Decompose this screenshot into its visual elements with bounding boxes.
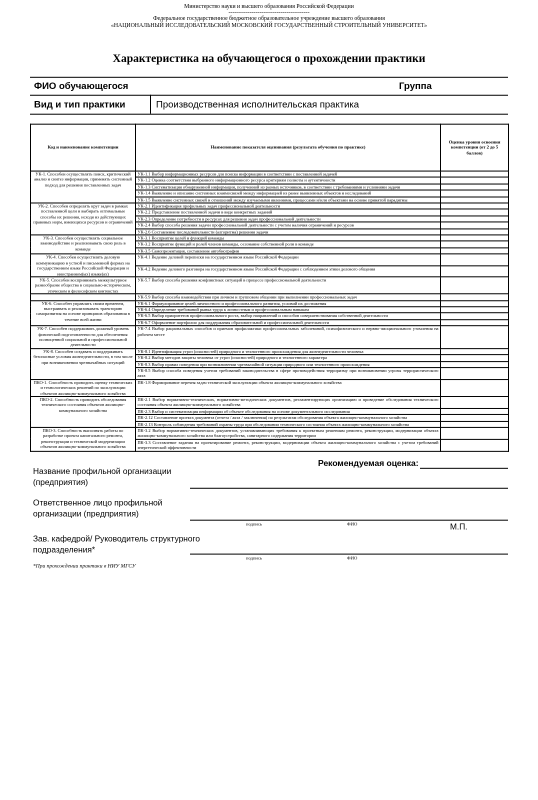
- dept-head-label: Зав. кафедрой/ Руководитель структурного подразделения*: [33, 533, 200, 555]
- competence-table: [30, 124, 509, 452]
- indicator-cell: ПК-2.3 Выбор и систематизация информации об объекте обследования на основе документального исследования: [136, 408, 441, 414]
- indicator-cell: УК-2.4 Выбор способа решения задачи профессиональной деятельности с учетом наличия ограничений и ресурсов: [136, 222, 441, 228]
- competence-cell: УК-1. Способен осуществлять поиск, критический анализ и синтез информации, применять системный подход для решения поставленных задач: [31, 171, 136, 203]
- competence-cell: УК-6. Способен управлять своим временем, выстраивать и реализовывать траекторию саморазвития на основе принципов образования в течение всей жизни: [31, 300, 136, 326]
- competence-cell: УК-2. Способен определять круг задач в рамках поставленной цели и выбирать оптимальные способы их решения, исходя из действующих правовых норм, имеющихся ресурсов и ограничений: [31, 203, 136, 235]
- competence-cell: ПКО-1. Способность проводить оценку технических и технологических решений по эксплуатации объектов жилищно-коммунального хозяйства: [31, 379, 136, 396]
- score-cell[interactable]: [441, 326, 509, 349]
- institution-line-1: Федеральное государственное бюджетное образовательное учреждение высшего образования: [153, 15, 385, 22]
- org-name-line: [190, 488, 508, 489]
- indicator-cell: УК-8.2 Выбор методов защиты человека от угроз (опасностей) природного и техногенного характера: [136, 355, 441, 361]
- indicator-cell: УК-3.2 Восприятие функций и ролей членов команды, осознание собственной роли в команде: [136, 241, 441, 247]
- indicator-cell: УК-6.5 Выбор приоритетов профессионального роста, выбор направлений и способов совершенствования собственной деятельности: [136, 313, 441, 319]
- table-row: [31, 326, 509, 349]
- score-cell[interactable]: [441, 379, 509, 396]
- indicator-cell: ПК-1.8 Формирование перечня задач технической эксплуатации объекта жилищно-коммунального хозяйства: [136, 379, 441, 396]
- score-cell[interactable]: [441, 277, 509, 294]
- competence-cell: УК-4. Способен осуществлять деловую коммуникацию в устной и письменной формах на государственном языке Российской Федерации и иностранном(ых) языке(ах): [31, 254, 136, 277]
- col-competence-header: Код и наименование компетенции: [31, 124, 136, 171]
- score-cell[interactable]: [441, 265, 509, 276]
- col-indicator-header: Наименование показателя оценивания (результата обучения по практике): [136, 124, 441, 171]
- table-row: [31, 397, 509, 409]
- indicator-cell: УК-4.2 Ведение делового разговора на государственном языке Российской Федерации с соблюдением этики делового общения: [136, 265, 441, 276]
- practice-label: Вид и тип практики: [34, 99, 126, 111]
- responsible-line: [190, 520, 508, 521]
- indicator-cell: УК-1.5 Выявление системных связей и отношений между изучаемыми явлениями, процессами и/или объектами на основе принятой парадигмы: [136, 197, 441, 203]
- indicator-cell: ПК-2.13 Контроль соблюдения требований охраны труда при обследовании технического состояния объекта жилищно-коммунального хозяйства: [136, 421, 441, 427]
- mp-label: М.П.: [450, 521, 468, 532]
- fio-label: ФИО обучающегося: [34, 80, 129, 92]
- indicator-cell: УК-2.2 Представление поставленной задачи в виде конкретных заданий: [136, 209, 441, 215]
- competence-cell: ПКО-2. Способность проводить обследования технического состояния объектов жилищно-коммунального хозяйства: [31, 397, 136, 428]
- column-divider: [150, 95, 151, 114]
- score-cell[interactable]: [441, 254, 509, 265]
- institution-line-2: «НАЦИОНАЛЬНЫЙ ИССЛЕДОВАТЕЛЬСКИЙ МОСКОВСКИЙ ГОСУДАРСТВЕННЫЙ СТРОИТЕЛЬНЫЙ УНИВЕРСИТЕТ»: [110, 22, 428, 29]
- indicator-cell: ПК-3.2 Выбор нормативно-технических документов, устанавливающих требования к проектным решениям ремонта, реконструкции, модернизации объекта жилищно-коммунального хозяйства или благоустройства, санитарного содержания территории: [137, 427, 439, 439]
- score-cell[interactable]: [441, 397, 509, 409]
- row-divider: [30, 114, 508, 115]
- page-title: Характеристика на обучающегося о прохождении практики: [112, 52, 426, 65]
- indicator-cell: УК-6.1 Формулирование целей личностного и профессионального развития, условий их достижения: [136, 300, 441, 306]
- org-name-label: Название профильной организации (предприятия): [33, 465, 172, 487]
- competence-cell: УК-7. Способен поддерживать должный уровень физической подготовленности для обеспечения полноценной социальной и профессиональной деятельности: [31, 326, 136, 349]
- indicator-cell: УК-2.1 Идентификация профильных задач профессиональной деятельности: [136, 203, 441, 209]
- recommended-grade-label: Рекомендуемая оценка:: [318, 457, 419, 468]
- fio-caption: ФИО: [347, 521, 358, 527]
- dept-head-line: [190, 554, 508, 555]
- indicator-cell: УК-2.6 Составление последовательности (алгоритма) решения задачи: [136, 229, 441, 235]
- table-row: [31, 277, 509, 294]
- competence-cell: УК-5. Способен воспринимать межкультурное разнообразие общества в социально-историческом, этическом и философском контекстах: [31, 277, 136, 294]
- competence-cell: УК-3. Способен осуществлять социальное взаимодействие и реализовывать свою роль в команде: [31, 235, 136, 254]
- group-label: Группа: [399, 80, 432, 92]
- indicator-cell: УК-4.1 Ведение деловой переписки на государственном языке Российской Федерации: [136, 254, 441, 265]
- podpis-label-2: подпись: [246, 555, 263, 561]
- competence-cell: УК-8. Способен создавать и поддерживать безопасные условия жизнедеятельности, в том числе при возникновении чрезвычайных ситуаций: [31, 348, 136, 379]
- grade-line: [420, 468, 508, 469]
- ministry-line: Министерство науки и высшего образования Российской Федерации: [184, 3, 354, 10]
- practice-value: Производственная исполнительская практика: [156, 99, 360, 111]
- row-divider: [30, 95, 508, 96]
- indicator-cell: ПК-3.3 Составление задания на проектирование ремонта, реконструкции, модернизации объекта жилищно-коммунального хозяйства с учетом требований энергетической эффективности: [137, 439, 439, 451]
- responsible-label: Ответственное лицо профильной организации (предприятия): [33, 497, 163, 519]
- competence-cell: ПКО-3. Способность выполнять работы по разработке проекта капитального ремонта, реконструкции и технической модернизации объектов жилищно-коммунального хозяйства: [31, 427, 136, 451]
- score-cell[interactable]: [441, 439, 509, 451]
- dashes-line: ------------------------------------------: [228, 9, 310, 16]
- indicator-cell: УК-2.3 Определение потребности в ресурсах для решения задач профессиональной деятельности: [136, 216, 441, 222]
- score-cell[interactable]: [441, 368, 509, 380]
- indicator-cell: УК-3.5 Самопрезентация, составление автобиографии: [136, 248, 441, 254]
- indicator-cell: УК-3.1 Восприятие целей и функций команды: [136, 235, 441, 241]
- indicator-cell: УК-6.7 Оформление портфолио для поддержания образовательной и профессиональной деятельности: [136, 319, 441, 325]
- col-score-header: Оценка уровня освоения компетенции (от 2 до 5 баллов): [441, 124, 509, 171]
- score-cell[interactable]: [441, 427, 509, 439]
- indicator-cell: УК-1.4 Выявление и описание системных взаимосвязей между информацией из ранее выявленных объектов и исследований: [136, 190, 441, 196]
- table-row: [31, 254, 509, 265]
- footnote: *При прохождении практики в НИУ МГСУ: [33, 563, 136, 570]
- indicator-cell: УК-8.3 Выбор правил поведения при возникновении чрезвычайной ситуации природного или техногенного происхождения: [136, 361, 441, 367]
- indicator-cell: УК-1.2 Оценка соответствия выбранного информационного ресурса критериям полноты и аутентичности: [136, 177, 441, 183]
- indicator-cell: УК-7.4 Выбор рациональных способов и приемов профилактики профессиональных заболеваний, психофизического и нервно-эмоционального утомления на рабочем месте: [136, 326, 441, 349]
- indicator-cell: УК-8.5 Выбор способа поведения учетом требований законодательства в сфере противодействия терроризму при возникновении угрозы террористического акта: [137, 368, 439, 379]
- indicator-cell: УК-1.3 Систематизация обнаруженной информации, полученной из разных источников, в соответствии с требованиями и условиями задачи: [136, 184, 441, 190]
- table-row: [31, 379, 509, 396]
- indicator-cell: УК-5.9 Выбор способа взаимодействия при личном и групповом общении при выполнении профессиональных задач: [136, 294, 441, 300]
- podpis-label: подпись: [246, 521, 263, 527]
- indicator-cell: УК-5.7 Выбор способа решения конфликтных ситуаций в процессе профессиональной деятельности: [136, 277, 441, 294]
- table-header-row: [31, 124, 509, 171]
- indicator-cell: УК-8.1 Идентификация угроз (опасностей) природного и техногенного происхождения для жизнедеятельности человека: [136, 348, 441, 354]
- row-divider: [30, 77, 508, 78]
- fio-caption-2: ФИО: [347, 555, 358, 561]
- indicator-cell: ПК-2.1 Выбор нормативно-технических, нормативно-методических документов, регламентирующих организацию и проведение обследования технического состояния объекта жилищно-коммунального хозяйства: [137, 397, 439, 408]
- indicator-cell: ПК-2.12 Составление проекта документа (отчета / акта / заключения) по результатам обследования объекта жилищно-коммунального хозяйства: [136, 415, 441, 421]
- table-row: [31, 427, 509, 439]
- indicator-cell: УК-6.4 Определение требований рынка труда к личностным и профессиональным навыкам: [136, 307, 441, 313]
- indicator-cell: УК-1.1 Выбор информационных ресурсов для поиска информации в соответствии с поставленной задачей: [136, 171, 441, 177]
